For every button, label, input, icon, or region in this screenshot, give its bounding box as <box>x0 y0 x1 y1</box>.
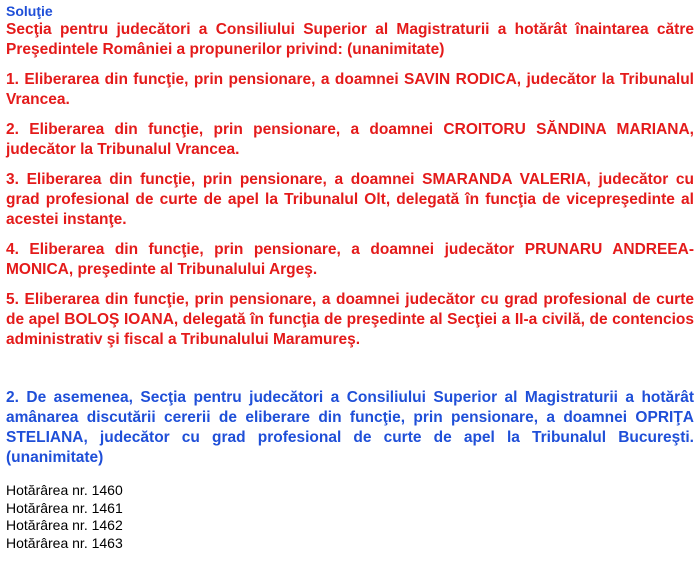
decision-ref-1460: Hotărârea nr. 1460 <box>6 482 123 498</box>
proposal-item-1: 1. Eliberarea din funcţie, prin pensionare, a doamnei SAVIN RODICA, judecător la Tribunalul Vrancea. <box>6 71 694 108</box>
decision-ref-1461: Hotărârea nr. 1461 <box>6 499 123 516</box>
proposal-item-4: 4. Eliberarea din funcţie, prin pensionare, a doamnei judecător PRUNARU ANDREEA-MONICA, preşedinte al Tribunalului Argeş. <box>6 241 694 278</box>
proposal-item-5: 5. Eliberarea din funcţie, prin pensionare, a doamnei judecător cu grad profesional de curte de apel BOLOŞ IOANA, delegată în funcţia de preşedinte al Secţiei a II-a civilă, de contencios administrativ şi fiscal a Tribunalului Maramureş. <box>6 291 694 348</box>
proposal-item-3: 3. Eliberarea din funcţie, prin pensionare, a doamnei SMARANDA VALERIA, judecător cu grad profesional de curte de apel la Tribunalul Olt, delegată în funcţia de vicepreşedinte al acestei instanţe. <box>6 171 694 228</box>
proposal-item-2: 2. Eliberarea din funcţie, prin pensionare, a doamnei CROITORU SĂNDINA MARIANA, judecător la Tribunalul Vrancea. <box>6 121 694 158</box>
decision-ref-1462: Hotărârea nr. 1462 <box>6 517 123 533</box>
solution-heading: Soluţie <box>6 3 53 19</box>
decision-ref-1463: Hotărârea nr. 1463 <box>6 534 123 551</box>
postponement-paragraph: 2. De asemenea, Secţia pentru judecători a Consiliului Superior al Magistraturii a hotărât amânarea discutării cererii de eliberare din funcţie, prin pensionare, a doamnei OPRIŢA STELIANA, judecător cu grad profesional de curte de apel la Tribunalul Bucureşti. (unanimitate) <box>6 389 694 466</box>
intro-paragraph: Secţia pentru judecători a Consiliului Superior al Magistraturii a hotărât înaintarea către Preşedintele României a propunerilor privind: (unanimitate) <box>6 21 694 58</box>
decision-list <box>6 482 694 552</box>
